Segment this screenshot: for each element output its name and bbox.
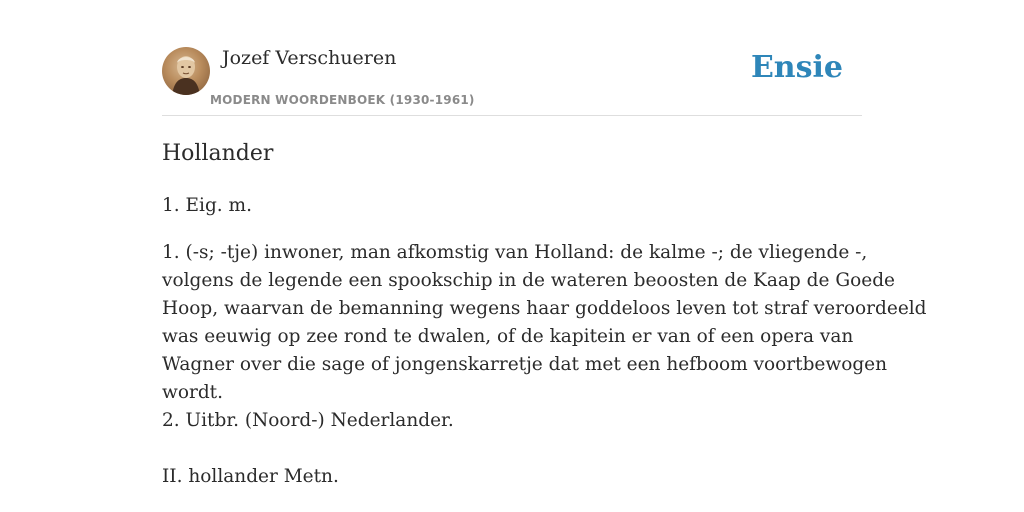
- ensie-logo[interactable]: Ensie: [750, 50, 843, 85]
- definition-line: wordt.: [162, 382, 223, 403]
- second-sense-heading: II. hollander Metn.: [162, 466, 339, 487]
- entry-header: [162, 0, 862, 116]
- definition-line: Wagner over die sage of jongenskarretje dat met een hefboom voortbewogen: [162, 354, 888, 375]
- portrait-icon: [162, 47, 210, 95]
- definition-text: [162, 239, 927, 435]
- author-avatar[interactable]: [162, 47, 210, 95]
- definition-line: Hoop, waarvan de bemanning wegens haar goddeloos leven tot straf veroordeeld: [162, 298, 927, 319]
- source-label[interactable]: MODERN WOORDENBOEK (1930-1961): [210, 93, 475, 107]
- definition-line: 2. Uitbr. (Noord-) Nederlander.: [162, 410, 454, 431]
- definition-line: volgens de legende een spookschip in de wateren beoosten de Kaap de Goede: [162, 270, 895, 291]
- sense-heading: 1. Eig. m.: [162, 195, 252, 216]
- entry-title: Hollander: [162, 141, 274, 166]
- entry-card: [162, 0, 927, 512]
- author-name[interactable]: Jozef Verschueren: [222, 47, 397, 69]
- definition-line: was eeuwig op zee rond te dwalen, of de kapitein er van of een opera van: [162, 326, 854, 347]
- definition-line: 1. (-s; -tje) inwoner, man afkomstig van Holland: de kalme -; de vliegende -,: [162, 242, 868, 263]
